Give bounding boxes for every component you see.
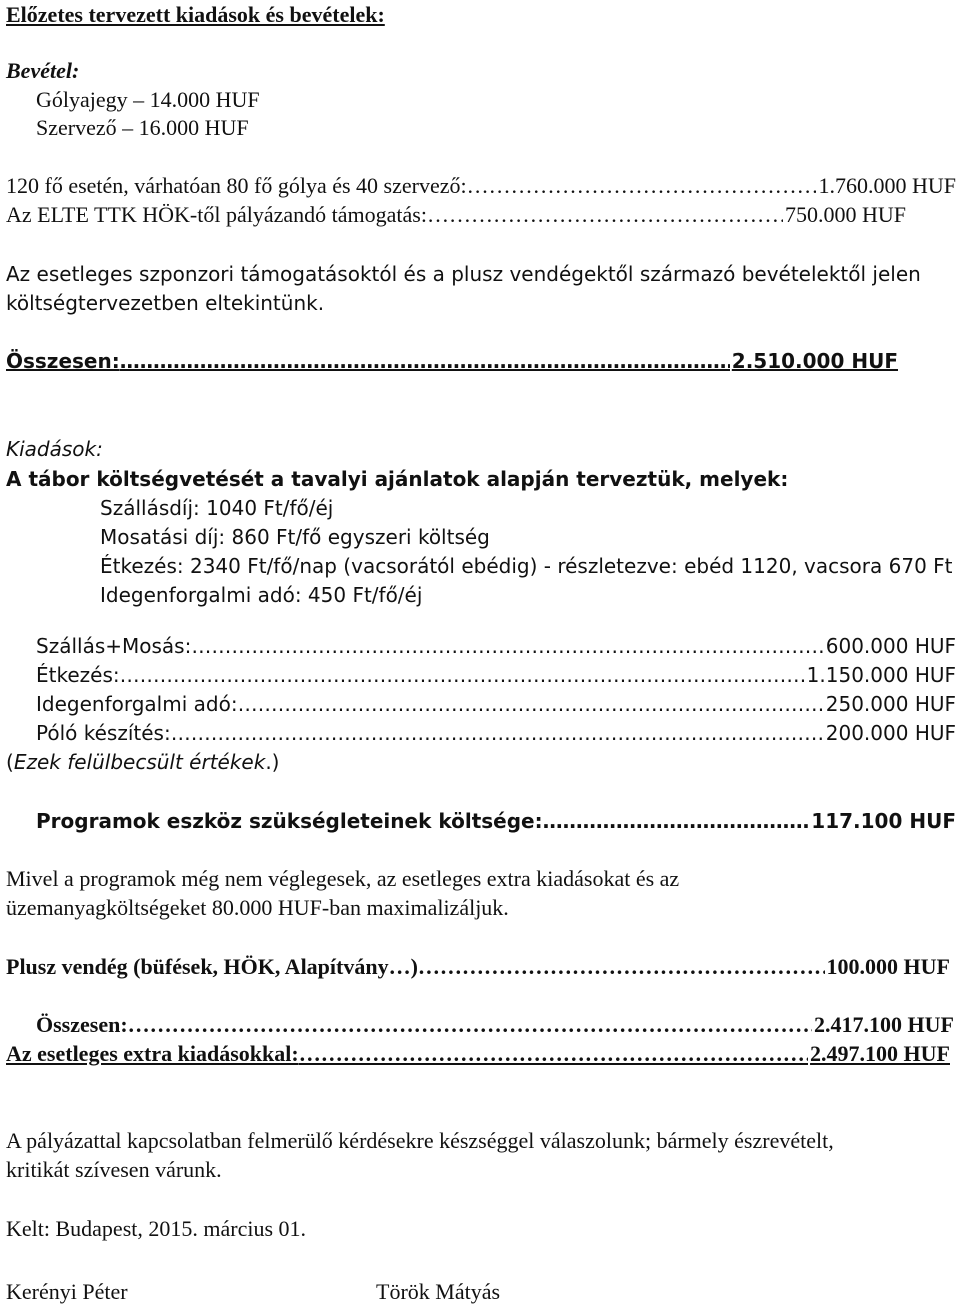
programs-row: [36, 808, 956, 834]
leader-dots: [120, 662, 805, 688]
income-heading: Bevétel:: [6, 58, 80, 83]
income-total-row: [6, 348, 898, 374]
closing-text: A pályázattal kapcsolatban felmerülő kérdésekre készséggel válaszolunk; bármely észrevételt,: [6, 1128, 834, 1153]
row-amount: 1.150.000 HUF: [806, 663, 956, 687]
income-line: Gólyajegy – 14.000 HUF: [36, 87, 260, 112]
row-label: Összesen:: [36, 1012, 128, 1037]
row-label: Póló készítés:: [36, 721, 171, 745]
income-calc-row: [6, 173, 956, 199]
rate-line: Idegenforgalmi adó: 450 Ft/fő/éj: [100, 583, 423, 607]
row-label: Összesen:: [6, 349, 120, 373]
signer-name: Kerényi Péter: [6, 1279, 128, 1304]
expense-item-row: [36, 720, 956, 746]
row-label: Szállás+Mosás:: [36, 634, 192, 658]
signer-name: Török Mátyás: [376, 1279, 501, 1304]
expense-item-row: [36, 633, 956, 659]
expenses-total-row: [36, 1012, 954, 1038]
row-amount: 200.000 HUF: [825, 721, 956, 745]
row-label: Étkezés:: [36, 663, 120, 687]
row-amount: 2.497.100 HUF: [810, 1041, 950, 1066]
row-amount: 2.510.000 HUF: [731, 349, 898, 373]
expenses-intro: A tábor költségvetését a tavalyi ajánlatok alapján terveztük, melyek:: [6, 467, 789, 491]
row-amount: 117.100 HUF: [811, 809, 956, 833]
date-line: Kelt: Budapest, 2015. március 01.: [6, 1216, 307, 1241]
income-line: Szervező – 16.000 HUF: [36, 115, 249, 140]
leader-dots: [467, 173, 817, 199]
row-amount: 600.000 HUF: [825, 634, 956, 658]
row-amount: 250.000 HUF: [825, 692, 956, 716]
row-amount: 1.760.000 HUF: [818, 173, 956, 198]
guests-row: [6, 954, 950, 980]
estimate-note-text: Ezek felülbecsült értékek: [13, 750, 266, 774]
income-support-row: [6, 202, 906, 228]
leader-dots: [128, 1012, 812, 1038]
leader-dots: [238, 691, 824, 717]
extra-total-row: [6, 1041, 950, 1067]
leader-dots: [418, 954, 825, 980]
expenses-heading: Kiadások:: [6, 437, 103, 461]
row-amount: 100.000 HUF: [826, 954, 950, 979]
leader-dots: [543, 808, 810, 834]
row-label: Idegenforgalmi adó:: [36, 692, 238, 716]
rate-line: Szállásdíj: 1040 Ft/fő/éj: [100, 496, 334, 520]
income-note: Az esetleges szponzori támogatásoktól és a plusz vendégektől származó bevételektől jelen: [6, 262, 921, 286]
fuel-note: üzemanyagköltségeket 80.000 HUF-ban maximalizáljuk.: [6, 895, 509, 920]
row-label: Programok eszköz szükségleteinek költsége:: [36, 809, 543, 833]
row-label: Az esetleges extra kiadásokkal:: [6, 1041, 299, 1066]
page-title: Előzetes tervezett kiadások és bevételek:: [6, 2, 385, 27]
row-amount: 750.000 HUF: [784, 202, 906, 227]
leader-dots: [191, 633, 823, 659]
row-label: Plusz vendég (büfések, HÖK, Alapítvány…): [6, 954, 418, 979]
leader-dots: [299, 1041, 808, 1067]
rate-line: Mosatási díj: 860 Ft/fő egyszeri költség: [100, 525, 490, 549]
expense-item-row: [36, 691, 956, 717]
row-label: 120 fő esetén, várhatóan 80 fő gólya és 40 szervező:: [6, 173, 467, 198]
leader-dots: [120, 348, 730, 374]
fuel-note: Mivel a programok még nem véglegesek, az esetleges extra kiadásokat és az: [6, 866, 680, 891]
estimate-note: (Ezek felülbecsült értékek.): [6, 750, 280, 774]
closing-text: kritikát szívesen várunk.: [6, 1157, 222, 1182]
leader-dots: [171, 720, 824, 746]
leader-dots: [427, 202, 783, 228]
rate-line: Étkezés: 2340 Ft/fő/nap (vacsorától ebédig) - részletezve: ebéd 1120, vacsora 670 Ft: [100, 554, 953, 578]
expense-item-row: [36, 662, 956, 688]
row-label: Az ELTE TTK HÖK-től pályázandó támogatás:: [6, 202, 427, 227]
income-note: költségtervezetben eltekintünk.: [6, 291, 325, 315]
row-amount: 2.417.100 HUF: [814, 1012, 954, 1037]
